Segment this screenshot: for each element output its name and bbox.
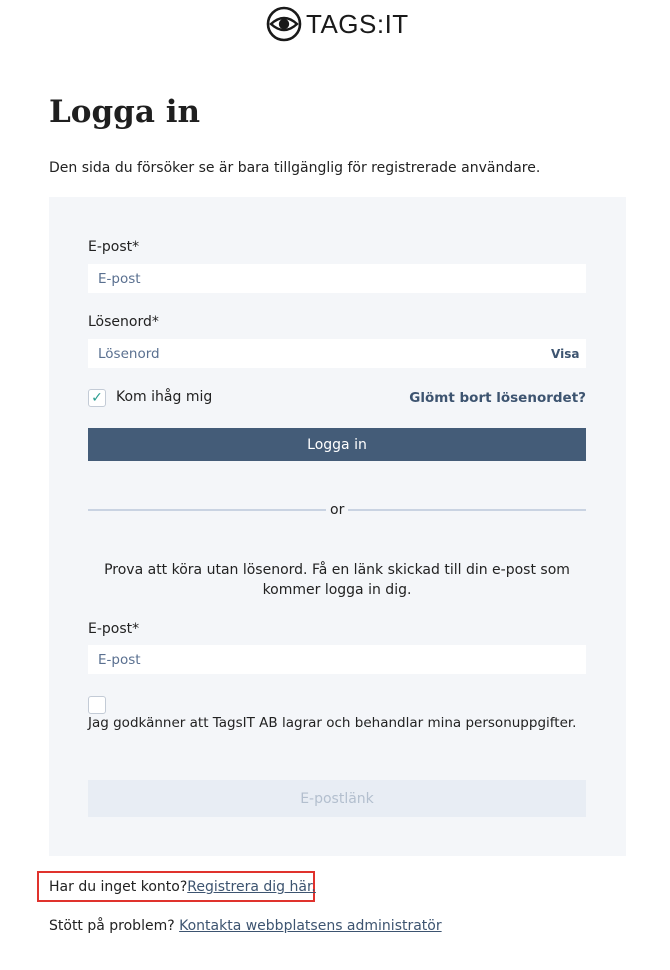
contact-admin-link[interactable]: Kontakta webbplatsens administratör: [179, 918, 442, 934]
consent-label[interactable]: Jag godkänner att TagsIT AB lagrar och behandlar mina personuppgifter.: [88, 715, 577, 731]
passwordless-email-input[interactable]: [88, 645, 586, 674]
email-input[interactable]: [88, 264, 586, 293]
email-label: E-post*: [88, 239, 140, 255]
remember-me-label[interactable]: Kom ihåg mig: [116, 389, 213, 405]
passwordless-description: Prova att köra utan lösenord. Få en länk skickad till din e-post som kommer logga in dig.: [104, 562, 570, 598]
passwordless-email-label: E-post*: [88, 621, 140, 637]
remember-me-checkbox[interactable]: [88, 389, 106, 407]
divider-text: or: [330, 502, 345, 518]
divider-line-right: [348, 509, 586, 511]
register-link[interactable]: Registrera dig här.: [187, 879, 316, 895]
no-account-text: Har du inget konto?: [49, 879, 188, 895]
checkmark-icon: ✓: [91, 390, 103, 406]
logo-text: TAGS:IT: [306, 8, 409, 39]
show-password-button[interactable]: Visa: [551, 347, 580, 361]
problem-line: [49, 918, 442, 934]
brand-logo[interactable]: [266, 6, 409, 42]
page-title: Logga in: [49, 94, 201, 130]
register-line: [49, 879, 316, 895]
password-label: Lösenord*: [88, 314, 159, 330]
forgot-password-link[interactable]: Glömt bort lösenordet?: [409, 390, 586, 406]
page-intro: Den sida du försöker se är bara tillgänglig för registrerade användare.: [49, 160, 541, 176]
consent-checkbox[interactable]: [88, 696, 106, 714]
login-button[interactable]: Logga in: [88, 428, 586, 461]
eye-logo-icon: [266, 6, 302, 42]
login-card: [49, 197, 626, 856]
password-input[interactable]: [88, 339, 586, 368]
email-link-button[interactable]: E-postlänk: [88, 780, 586, 817]
problem-text: Stött på problem?: [49, 918, 175, 934]
divider-line-left: [88, 509, 326, 511]
